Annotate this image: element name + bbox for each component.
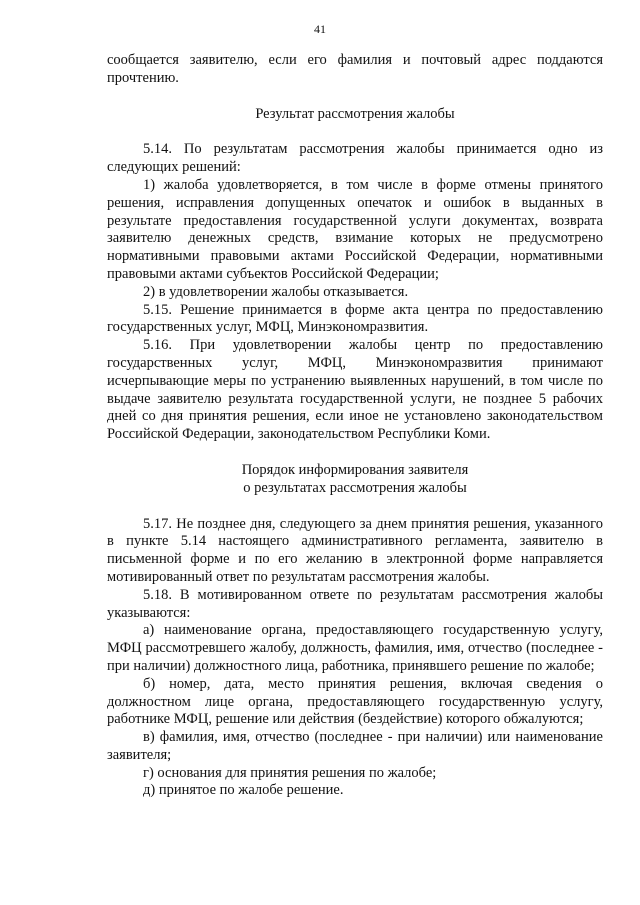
list-item-2: 2) в удовлетворении жалобы отказывается. <box>143 283 409 300</box>
page-number: 41 <box>314 22 326 36</box>
list-item-b: б) номер, дата, место принятия решения, включая сведения о должностном лице органа, предоставляющего государственную услугу, работнике МФЦ, решение или действия (бездействие) которого обжалуются; <box>107 675 603 728</box>
list-item-a: а) наименование органа, предоставляющего государственную услугу, МФЦ рассмотревшего жалобу, должность, фамилия, имя, отчество (последнее - при наличии) должностного лица, работника, принявшего решение по жалобе; <box>107 622 603 674</box>
list-item-d: д) принятое по жалобе решение. <box>143 782 344 799</box>
paragraph-5-16: 5.16. При удовлетворении жалобы центр по предоставлению государственных услуг, МФЦ, Минэкономразвития принимают исчерпывающие меры по устранению выявленных нарушений, в том числе по выдаче заявителю результата государственной услуги, не позднее 5 рабочих дней со дня принятия решения, если иное не установлено законодательством Российской Федерации, законодательством Республики Коми. <box>107 337 603 443</box>
section-heading-informing-line2: о результатах рассмотрения жалобы <box>243 479 467 496</box>
paragraph-5-15: 5.15. Решение принимается в форме акта центра по предоставлению государственных услуг, МФЦ, Минэкономразвития. <box>107 301 603 336</box>
paragraph-5-18: 5.18. В мотивированном ответе по результатам рассмотрения жалобы указываются: <box>107 586 603 621</box>
list-item-1: 1) жалоба удовлетворяется, в том числе в форме отмены принятого решения, исправления допущенных опечаток и ошибок в выданных в результате предоставления государственной услуги документах, возврата заявителю денежных средств, взимание которых не предусмотрено нормативными правовыми актами Российской Федерации, нормативными правовыми актами субъектов Российской Федерации; <box>107 176 603 282</box>
section-heading-informing-line1: Порядок информирования заявителя <box>241 461 469 478</box>
paragraph-5-14: 5.14. По результатам рассмотрения жалобы принимается одно из следующих решений: <box>107 141 603 176</box>
paragraph-5-17: 5.17. Не позднее дня, следующего за днем принятия решения, указанного в пункте 5.14 настоящего административного регламента, заявителю в письменной форме и по его желанию в электронной форме направляется мотивированный ответ по результатам рассмотрения жалобы. <box>107 515 603 585</box>
list-item-v: в) фамилия, имя, отчество (последнее - при наличии) или наименование заявителя; <box>107 729 603 763</box>
section-heading-result: Результат рассмотрения жалобы <box>255 105 455 122</box>
document-body <box>107 52 603 800</box>
list-item-g: г) основания для принятия решения по жалобе; <box>143 764 437 781</box>
paragraph: сообщается заявителю, если его фамилия и почтовый адрес поддаются прочтению. <box>107 52 603 86</box>
